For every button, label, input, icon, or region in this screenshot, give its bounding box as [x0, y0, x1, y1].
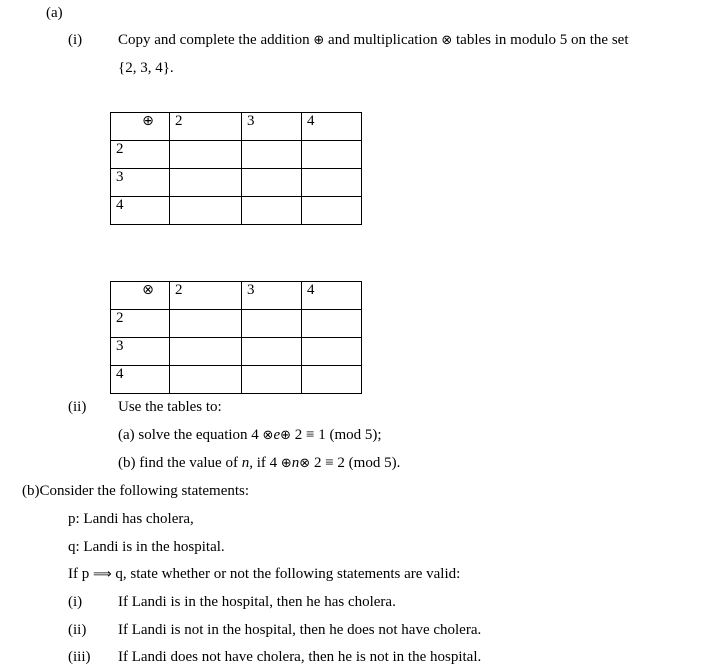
empty-cell: [302, 169, 362, 197]
question-a-pre: (a) solve the equation 4: [118, 427, 259, 443]
empty-cell: [242, 366, 302, 394]
question-a-equation: [118, 426, 382, 445]
item-number: (iii): [68, 649, 91, 665]
statement-q: q: Landi is in the hospital.: [68, 539, 225, 555]
plus-circle-icon: ⊕: [280, 456, 292, 471]
empty-cell: [242, 310, 302, 338]
empty-cell: [242, 197, 302, 225]
row-header: 3: [111, 169, 170, 197]
column-header: 4: [302, 282, 362, 310]
times-circle-icon: ⊗: [262, 428, 274, 443]
row-header: 4: [111, 366, 170, 394]
item-text: If Landi is not in the hospital, then he does not have cholera.: [118, 622, 482, 638]
empty-cell: [302, 141, 362, 169]
row-header: 3: [111, 338, 170, 366]
times-circle-icon: ⊗: [142, 282, 154, 298]
plus-circle-icon: ⊕: [280, 428, 292, 443]
addition-operator-cell: [111, 113, 170, 141]
variable-e: e: [273, 427, 281, 443]
row-header: 2: [111, 310, 170, 338]
table-row: [111, 310, 362, 338]
empty-cell: [302, 338, 362, 366]
item-text: If Landi is in the hospital, then he has cholera.: [118, 594, 396, 610]
instruction-text-3: tables in modulo 5 on the set: [456, 32, 629, 48]
empty-cell: [170, 169, 242, 197]
column-header: 2: [170, 113, 242, 141]
question-b-post: 2 ≡ 2 (mod 5).: [313, 455, 401, 471]
plus-circle-icon: ⊕: [142, 113, 154, 129]
empty-cell: [170, 141, 242, 169]
item-number: (i): [68, 594, 83, 610]
multiplication-table: [110, 281, 362, 394]
variable-n: n: [241, 455, 250, 471]
instruction-text-1: Copy and complete the addition: [118, 32, 310, 48]
item-text: If Landi does not have cholera, then he is not in the hospital.: [118, 649, 482, 665]
part-a-i-instruction: [118, 31, 629, 50]
column-header: 3: [242, 113, 302, 141]
empty-cell: [170, 310, 242, 338]
empty-cell: [170, 366, 242, 394]
addition-table-header-row: [111, 113, 362, 141]
column-header: 3: [242, 282, 302, 310]
table-row: [111, 169, 362, 197]
condition-line: [68, 565, 460, 584]
table-row: [111, 197, 362, 225]
instruction-text-2: and multiplication: [328, 32, 438, 48]
condition-post: q, state whether or not the following statements are valid:: [115, 566, 461, 582]
multiplication-table-header-row: [111, 282, 362, 310]
row-header: 4: [111, 197, 170, 225]
question-b-mid: , if 4: [249, 455, 278, 471]
statement-p: p: Landi has cholera,: [68, 511, 194, 527]
addition-table: [110, 112, 362, 225]
table-row: [111, 338, 362, 366]
question-b-pre: (b) find the value of: [118, 455, 238, 471]
empty-cell: [242, 338, 302, 366]
column-header: 4: [302, 113, 362, 141]
times-circle-icon: ⊗: [299, 456, 311, 471]
part-a-ii-intro: Use the tables to:: [118, 399, 222, 415]
row-header: 2: [111, 141, 170, 169]
empty-cell: [302, 310, 362, 338]
item-number: (ii): [68, 622, 87, 638]
table-row: [111, 366, 362, 394]
multiplication-operator-cell: [111, 282, 170, 310]
empty-cell: [302, 197, 362, 225]
empty-cell: [242, 169, 302, 197]
part-a-ii-number: (ii): [68, 399, 87, 415]
empty-cell: [242, 141, 302, 169]
question-b-equation: [118, 454, 400, 473]
plus-circle-icon: ⊕: [313, 33, 325, 48]
question-a-post: 2 ≡ 1 (mod 5);: [294, 427, 382, 443]
implies-arrow-icon: ⟹: [93, 567, 112, 582]
variable-n: n: [291, 455, 300, 471]
part-b-intro: (b)Consider the following statements:: [22, 483, 250, 499]
column-header: 2: [170, 282, 242, 310]
condition-pre: If p: [68, 566, 90, 582]
part-a-label: (a): [46, 5, 63, 21]
set-text: {2, 3, 4}.: [118, 60, 174, 76]
empty-cell: [302, 366, 362, 394]
table-row: [111, 141, 362, 169]
empty-cell: [170, 197, 242, 225]
empty-cell: [170, 338, 242, 366]
part-a-i-number: (i): [68, 32, 83, 48]
times-circle-icon: ⊗: [441, 33, 453, 48]
